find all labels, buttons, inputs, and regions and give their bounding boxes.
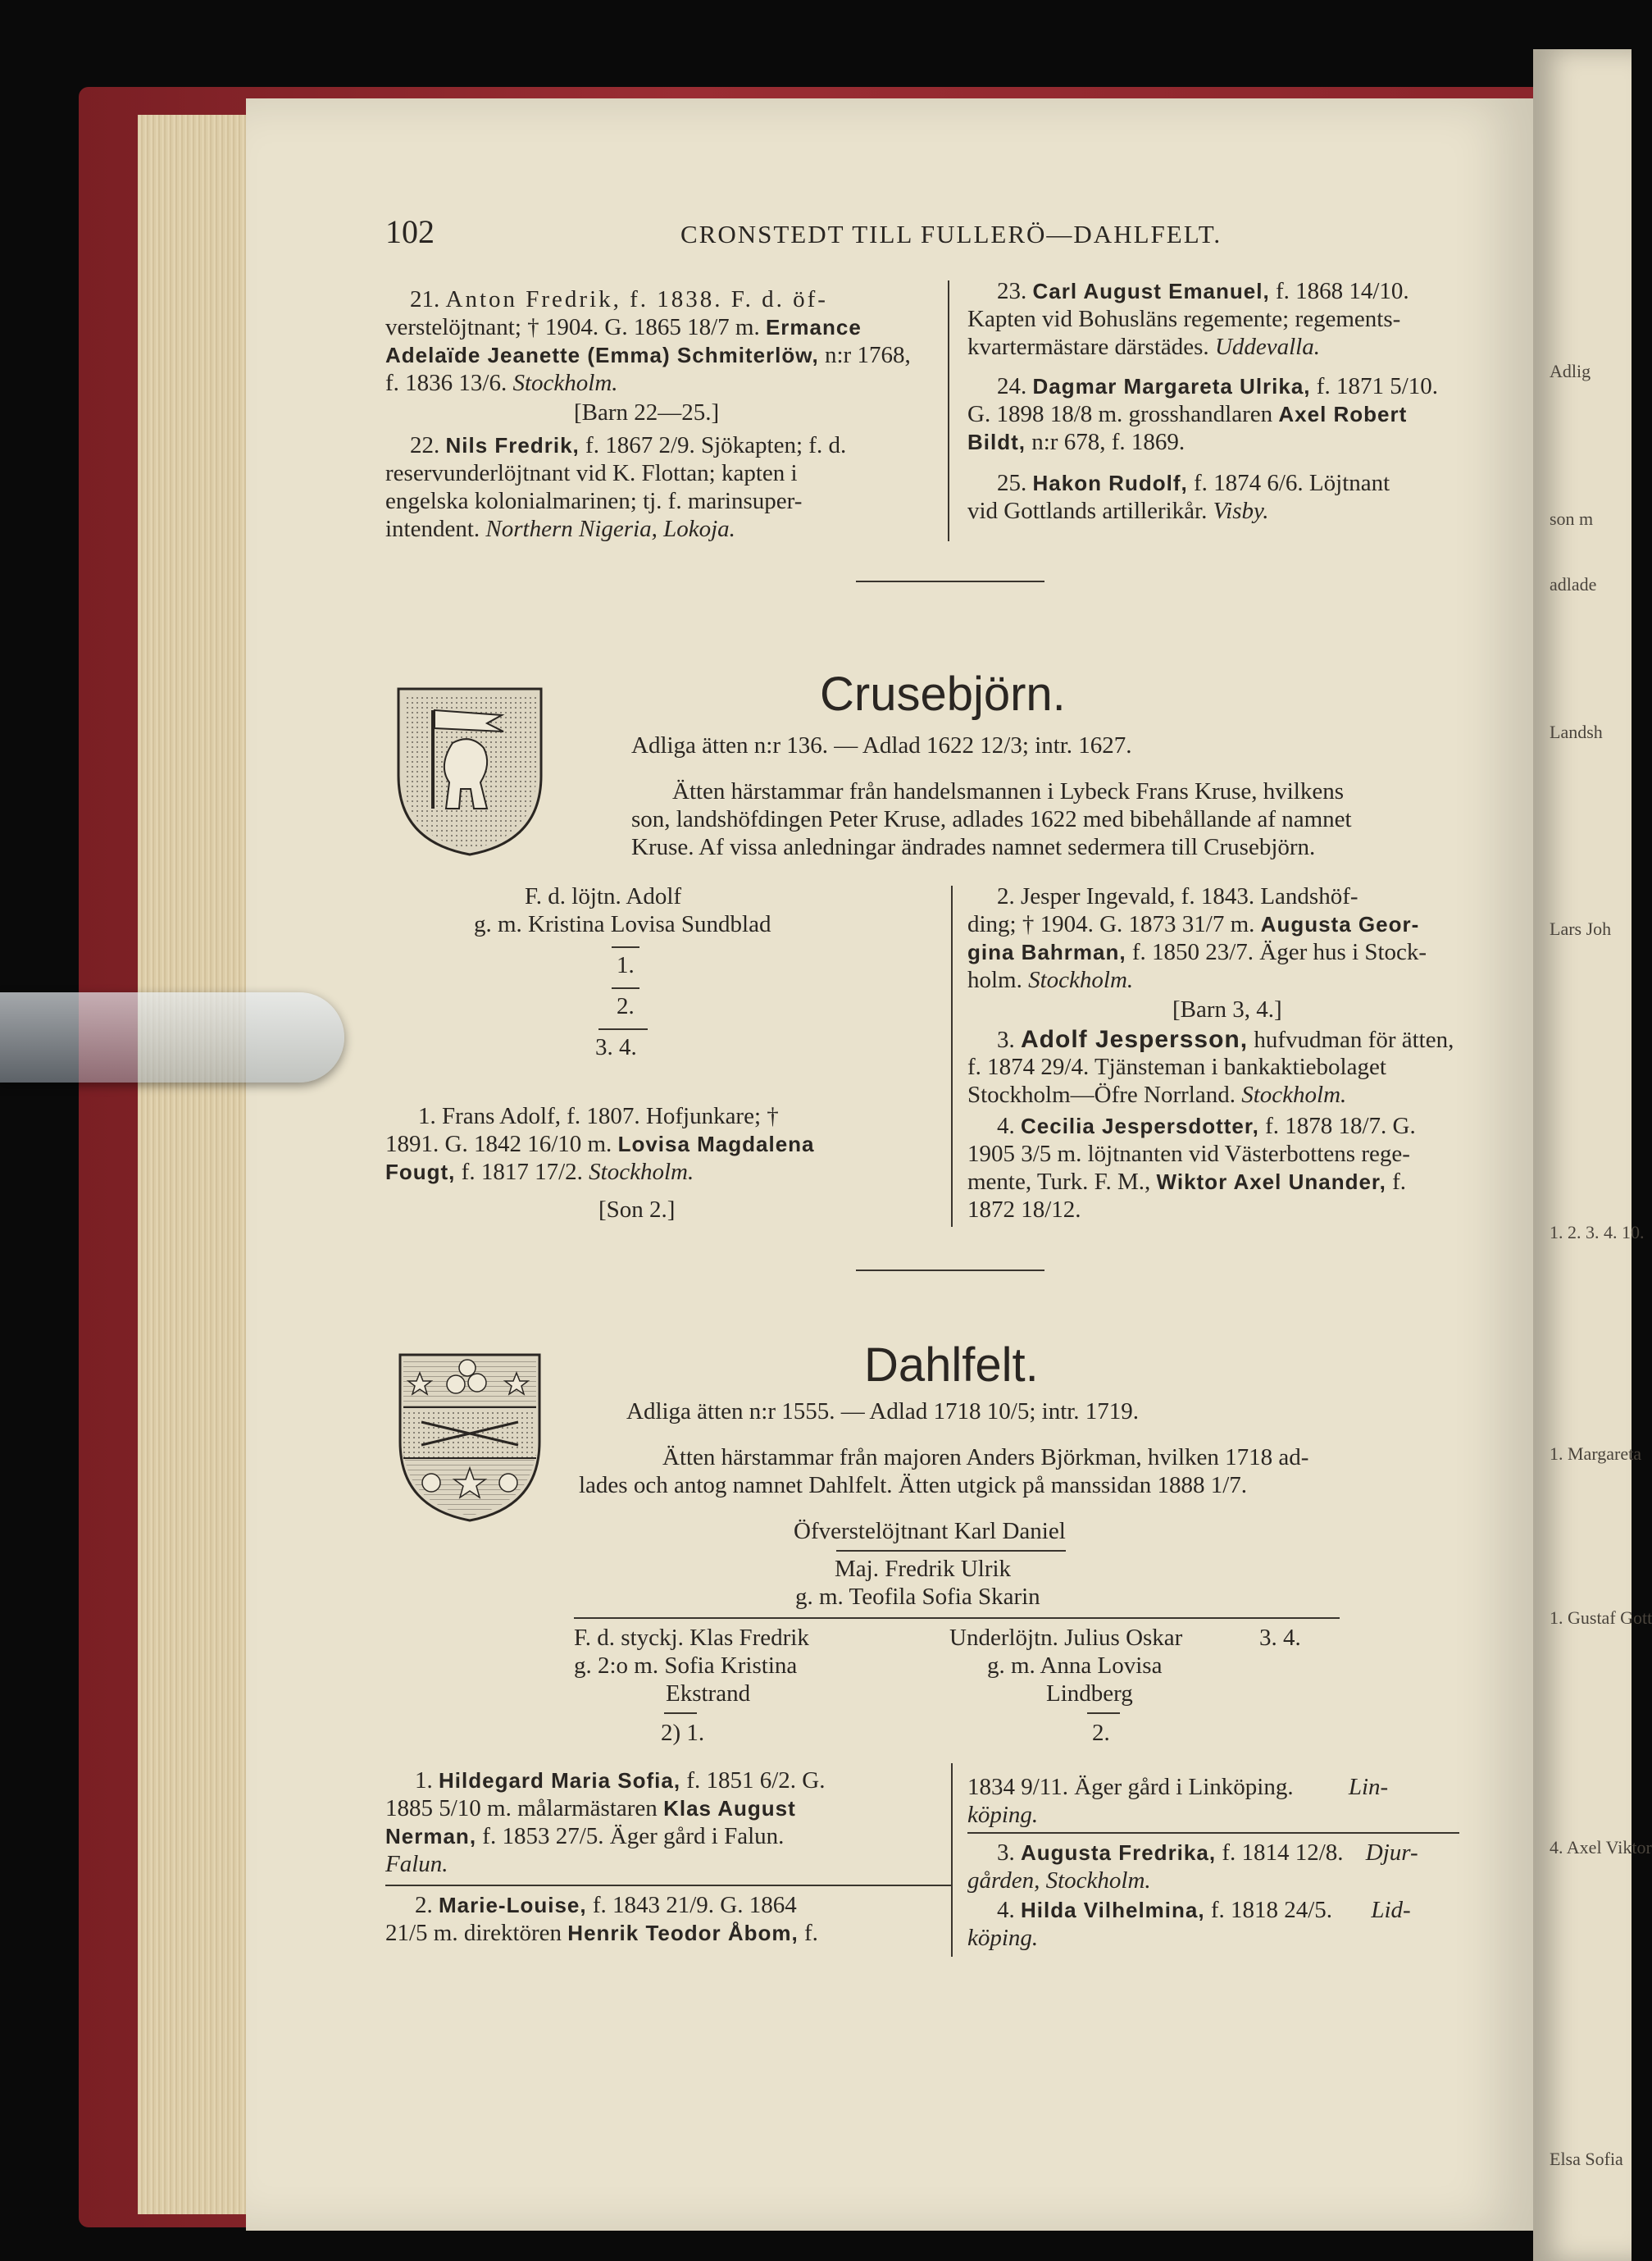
crusebjorn-entry-2-line3: gina Bahrman, f. 1850 23/7. Äger hus i Stock- (967, 939, 1427, 965)
dahlfelt-entry-3-place: gården, Stockholm. (967, 1867, 1151, 1894)
crusebjorn-entry-2-line4: holm. Stockholm. (967, 967, 1134, 993)
dahlfelt-entry-1-line2: 1885 5/10 m. målarmästaren Klas August (385, 1795, 796, 1821)
entry-divider (385, 1885, 951, 1886)
crusebjorn-subtitle: Adliga ätten n:r 136. — Adlad 1622 12/3; intr. 1627. (631, 732, 1132, 759)
tree-node-2: 2. (617, 993, 635, 1019)
section-divider (856, 1270, 1044, 1271)
tree-root-1: F. d. löjtn. Adolf (525, 883, 682, 909)
dahlfelt-entry-2-cont-place: köping. (967, 1802, 1039, 1828)
dahlfelt-tree-left-3: Ekstrand (666, 1680, 751, 1707)
entry-21-line4: f. 1836 13/6. Stockholm. (385, 370, 618, 396)
tree-connector (574, 1617, 1340, 1619)
entry-24-line2: G. 1898 18/8 m. grosshandlaren Axel Robert (967, 401, 1408, 427)
section-divider (856, 581, 1044, 582)
tree-connector (612, 987, 639, 989)
crusebjorn-intro-1: Ätten härstammar från handelsmannen i Lybeck Frans Kruse, hvilkens (672, 778, 1345, 805)
crusebjorn-entry-3-line3: Stockholm—Öfre Norrland. Stockholm. (967, 1082, 1347, 1108)
entry-23-line2: Kapten vid Bohusläns regemente; regements- (967, 306, 1401, 332)
dahlfelt-tree-mid-child: 2. (1092, 1720, 1110, 1746)
crusebjorn-entry-1-son: [Son 2.] (598, 1197, 676, 1223)
dahlfelt-entry-2-cont: 1834 9/11. Äger gård i Linköping. Lin- (967, 1774, 1389, 1800)
entry-24-line3: Bildt, n:r 678, f. 1869. (967, 429, 1186, 455)
dahlfelt-entry-1: 1. Hildegard Maria Sofia, f. 1851 6/2. G. (415, 1767, 826, 1794)
crusebjorn-intro-3: Kruse. Af vissa anledningar ändrades namnet sedermera till Crusebjörn. (631, 834, 1316, 860)
running-head: CRONSTEDT TILL FULLERÖ—DAHLFELT. (680, 220, 1222, 248)
tree-connector (598, 1028, 648, 1030)
crusebjorn-entry-1-line3: Fougt, f. 1817 17/2. Stockholm. (385, 1159, 694, 1185)
tree-connector (612, 946, 639, 948)
dahlfelt-entry-1-place: Falun. (385, 1851, 448, 1877)
entry-21-line3: Adelaïde Jeanette (Emma) Schmiterlöw, n:r 1768, (385, 342, 911, 368)
entry-21-line2: verstelöjtnant; † 1904. G. 1865 18/7 m. Ermance (385, 314, 862, 340)
dahlfelt-tree-mid-3: Lindberg (1046, 1680, 1133, 1707)
dahlfelt-tree-right: 3. 4. (1259, 1625, 1301, 1651)
dahlfelt-tree-left-1: F. d. styckj. Klas Fredrik (574, 1625, 809, 1651)
entry-22-line4: intendent. Northern Nigeria, Lokoja. (385, 516, 735, 542)
crusebjorn-title: Crusebjörn. (820, 668, 1066, 721)
crusebjorn-entry-1-line2: 1891. G. 1842 16/10 m. Lovisa Magdalena (385, 1131, 815, 1157)
tree-root-2: g. m. Kristina Lovisa Sundblad (474, 911, 771, 937)
page-clip (0, 992, 344, 1083)
crusebjorn-coat-of-arms (395, 686, 544, 858)
crusebjorn-intro-2: son, landshöfdingen Peter Kruse, adlades 1622 med bibehållande af namnet (631, 806, 1352, 832)
dahlfelt-tree-left-child: 2) 1. (661, 1720, 705, 1746)
crusebjorn-entry-4: 4. Cecilia Jespersdotter, f. 1878 18/7. G. (997, 1113, 1416, 1139)
dahlfelt-tree-gen2a: Maj. Fredrik Ulrik (835, 1556, 1012, 1582)
crusebjorn-entry-4-line4: 1872 18/12. (967, 1197, 1081, 1223)
dahlfelt-coat-of-arms (397, 1352, 543, 1524)
entry-21: 21. Anton Fredrik, f. 1838. F. d. öf- (410, 286, 828, 312)
book-page (246, 98, 1533, 2231)
entry-25-line2: vid Gottlands artillerikår. Visby. (967, 498, 1269, 524)
dahlfelt-title: Dahlfelt. (864, 1338, 1039, 1392)
page-edges (138, 115, 253, 2214)
dahlfelt-tree-mid-1: Underlöjtn. Julius Oskar (949, 1625, 1183, 1651)
dahlfelt-tree-root: Öfverstelöjtnant Karl Daniel (794, 1518, 1066, 1544)
tree-node-3-4: 3. 4. (595, 1034, 637, 1060)
crusebjorn-entry-1: 1. Frans Adolf, f. 1807. Hofjunkare; † (418, 1103, 779, 1129)
crusebjorn-entry-4-line2: 1905 3/5 m. löjtnanten vid Västerbottens rege- (967, 1141, 1410, 1167)
entry-21-children: [Barn 22—25.] (574, 399, 720, 426)
entry-25: 25. Hakon Rudolf, f. 1874 6/6. Löjtnant (997, 470, 1390, 496)
column-divider (951, 886, 953, 1227)
column-divider (951, 1763, 953, 1957)
dahlfelt-tree-mid-2: g. m. Anna Lovisa (987, 1652, 1163, 1679)
dahlfelt-intro-2: lades och antog namnet Dahlfelt. Ätten utgick på manssidan 1888 1/7. (579, 1472, 1248, 1498)
crusebjorn-entry-2-line2: ding; † 1904. G. 1873 31/7 m. Augusta Geor- (967, 911, 1420, 937)
dahlfelt-entry-2-line2: 21/5 m. direktören Henrik Teodor Åbom, f. (385, 1920, 818, 1946)
entry-22: 22. Nils Fredrik, f. 1867 2/9. Sjökapten; f. d. (410, 432, 847, 458)
page-number: 102 (385, 213, 435, 250)
dahlfelt-entry-3: 3. Augusta Fredrika, f. 1814 12/8. Djur- (997, 1839, 1418, 1866)
crusebjorn-entry-3: 3. Adolf Jespersson, hufvudman för ätten, (997, 1026, 1454, 1053)
entry-divider (967, 1832, 1459, 1834)
entry-24: 24. Dagmar Margareta Ulrika, f. 1871 5/10. (997, 373, 1438, 399)
dahlfelt-entry-4-place: köping. (967, 1925, 1039, 1951)
entry-23: 23. Carl August Emanuel, f. 1868 14/10. (997, 278, 1409, 304)
dahlfelt-intro-1: Ätten härstammar från majoren Anders Björkman, hvilken 1718 ad- (662, 1444, 1309, 1470)
dahlfelt-tree-left-2: g. 2:o m. Sofia Kristina (574, 1652, 798, 1679)
facing-page: Adlig son m adlade Landsh Lars Joh 1. 2. 3. 4. 10. 1. Margareta 1. Gustaf Gott 4. Axel Viktor Elsa Sofia (1533, 49, 1632, 2261)
dahlfelt-entry-1-line3: Nerman, f. 1853 27/5. Äger gård i Falun. (385, 1823, 785, 1849)
tree-connector (836, 1550, 1066, 1552)
entry-23-line3: kvartermästare därstädes. Uddevalla. (967, 334, 1320, 360)
crusebjorn-entry-3-line2: f. 1874 29/4. Tjänsteman i bankaktiebolaget (967, 1054, 1386, 1080)
crusebjorn-entry-2-children: [Barn 3, 4.] (1172, 996, 1282, 1023)
column-divider (948, 280, 949, 541)
entry-22-line3: engelska kolonialmarinen; tj. f. marinsuper- (385, 488, 803, 514)
crusebjorn-entry-4-line3: mente, Turk. F. M., Wiktor Axel Unander, f. (967, 1169, 1407, 1195)
tree-connector (664, 1712, 697, 1714)
dahlfelt-entry-2: 2. Marie-Louise, f. 1843 21/9. G. 1864 (415, 1892, 797, 1918)
dahlfelt-tree-gen2b: g. m. Teofila Sofia Skarin (795, 1584, 1040, 1610)
crusebjorn-entry-2: 2. Jesper Ingevald, f. 1843. Landshöf- (997, 883, 1358, 909)
entry-22-line2: reservunderlöjtnant vid K. Flottan; kapten i (385, 460, 798, 486)
dahlfelt-entry-4: 4. Hilda Vilhelmina, f. 1818 24/5. Lid- (997, 1897, 1411, 1923)
dahlfelt-subtitle: Adliga ätten n:r 1555. — Adlad 1718 10/5; intr. 1719. (626, 1398, 1140, 1425)
tree-node-1: 1. (617, 952, 635, 978)
tree-connector (1087, 1712, 1120, 1714)
